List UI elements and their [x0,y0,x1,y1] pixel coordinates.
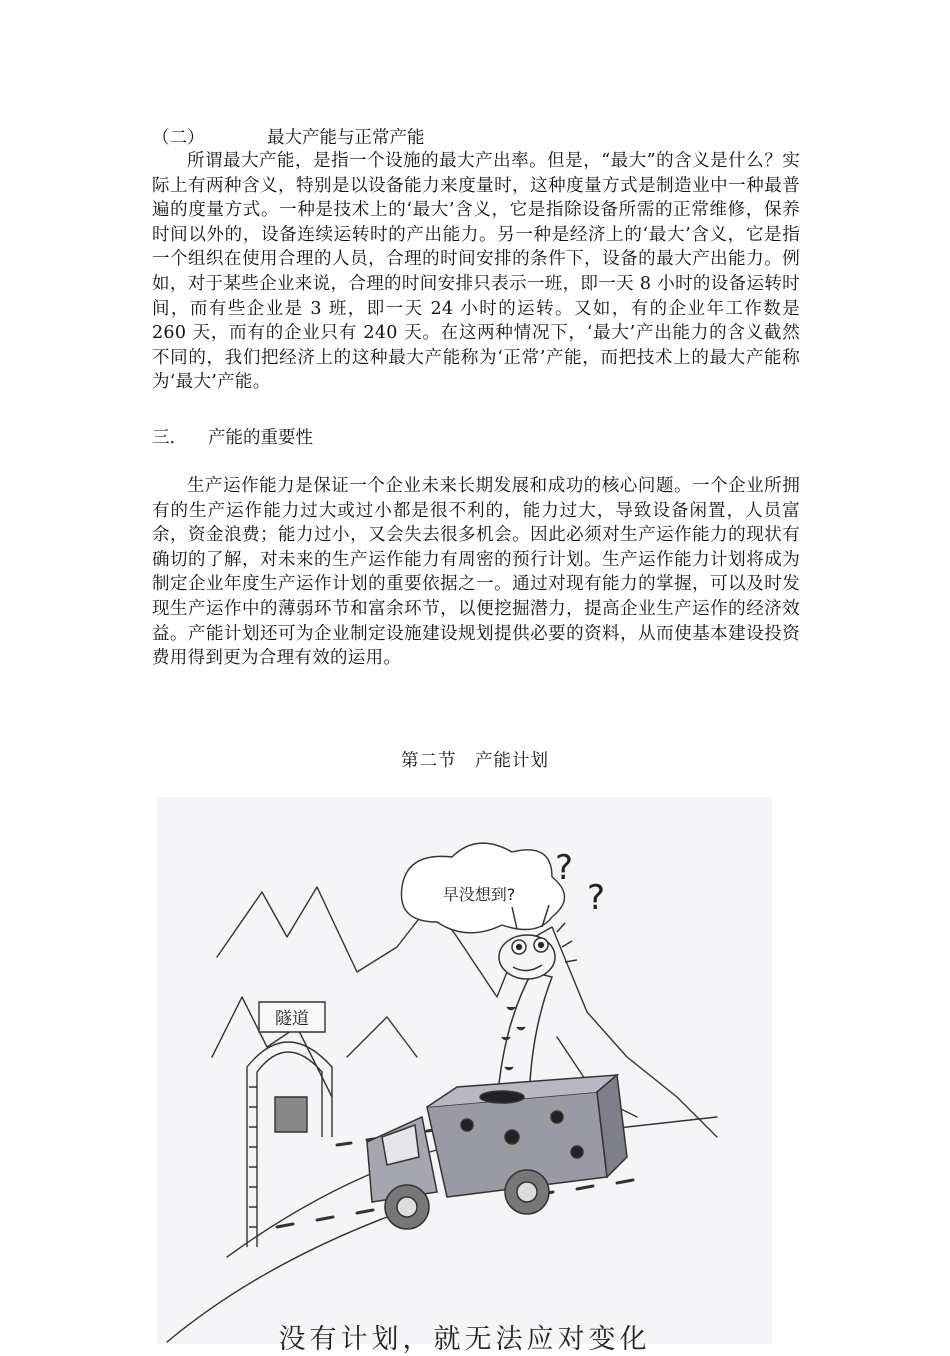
section-paragraph: 生产运作能力是保证一个企业未来长期发展和成功的核心问题。一个企业所拥有的生产运作能力过大或过小都是很不利的，能力过大，导致设备闲置，人员富余，资金浪费；能力过小，又会失去很多机会。因此必须对生产运作能力的现状有确切的了解，对未来的生产运作能力有周密的预行计划。生产运作能力计划将成为制定企业年度生产运作计划的重要依据之一。通过对现有能力的掌握，可以及时发现生产运作中的薄弱环节和富余环节，以便挖掘潜力，提高企业生产运作的经济效益。产能计划还可为企业制定设施建设规划提供必要的资料，从而使基本建设投资费用得到更为合理有效的运用。 [152,476,800,669]
cartoon-drawing [157,797,772,1344]
section-title: 产能的重要性 [208,428,313,448]
subsection-heading [152,124,425,149]
tunnel-sign-text: 隧道 [275,1009,309,1029]
section-body [152,474,800,671]
question-mark-icon: ? [587,878,606,918]
cartoon-caption: 没有计划，就无法应对变化 [278,1324,651,1355]
section-heading [152,424,313,449]
cartoon-illustration [157,797,772,1355]
truck [367,1075,627,1229]
question-mark-icon: ? [555,848,574,888]
subsection-number: （二） [152,128,205,148]
subsection-paragraph: 所谓最大产能，是指一个设施的最大产出率。但是，“最大”的含义是什么？实际上有两种含义，特别是以设备能力来度量时，这种度量方式是制造业中一种最普遍的度量方式。一种是技术上的‘最大’含义，它是指除设备所需的正常维修，保养时间以外的，设备连续运转时的产出能力。另一种是经济上的‘最大’含义，它是指一个组织在使用合理的人员，合理的时间安排的条件下，设备的最大产出能力。例如，对于某些企业来说，合理的时间安排只表示一班，即一天 8 小时的设备运转时间，而有些企业是 3 班，即一天 24 小时的运转。又如，有的企业年工作数是 260 天，而有的企业只有 240 天。在这两种情况下，‘最大’产出能力的含义截然不同的，我们把经济上的这种最大产能称为‘正常’产能，而把技术上的最大产能称为‘最大’产能。 [152,151,800,393]
subsection-body [152,149,800,395]
subsection-title: 最大产能与正常产能 [267,128,425,148]
section-number: 三. [152,428,176,448]
speech-bubble-text: 早没想到? [442,885,516,904]
chapter-heading: 第二节 产能计划 [401,751,549,771]
tunnel [247,1002,332,1247]
